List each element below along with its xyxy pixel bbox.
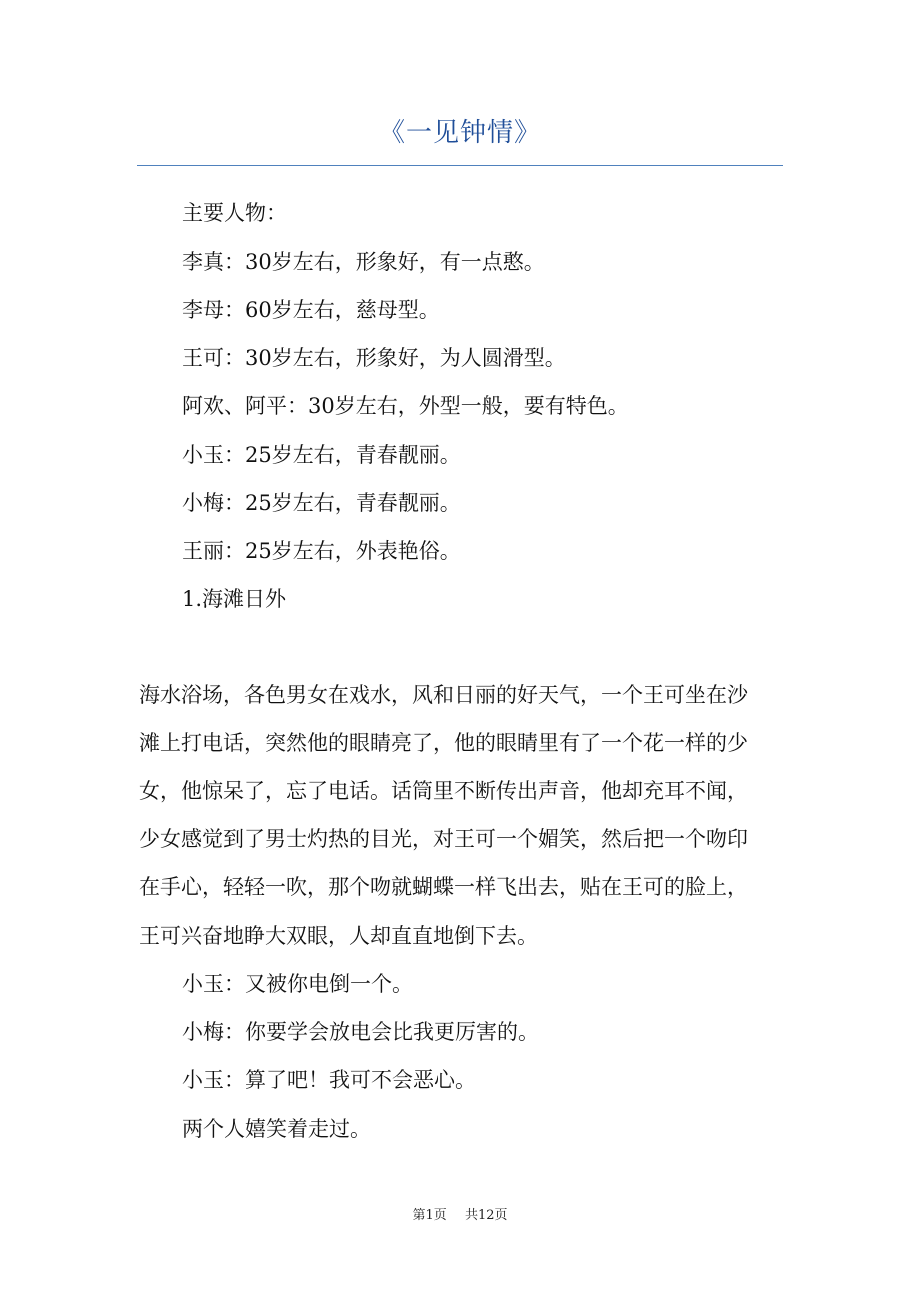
title-divider <box>137 165 783 166</box>
character-line: 小梅：25岁左右，青春靓丽。 <box>182 491 461 515</box>
dialogue-line: 小玉：又被你电倒一个。 <box>182 972 413 996</box>
dialogue-line: 小梅：你要学会放电会比我更厉害的。 <box>182 1020 539 1044</box>
narrative-line: 在手心，轻轻一吹，那个吻就蝴蝶一样飞出去，贴在王可的脸上， <box>139 875 748 899</box>
page-total: 共12页 <box>464 1208 508 1223</box>
action-line: 两个人嬉笑着走过。 <box>182 1117 371 1141</box>
narrative-line: 王可兴奋地睁大双眼，人却直直地倒下去。 <box>139 924 538 948</box>
document-title: 《一见钟情》 <box>378 118 541 148</box>
character-line: 阿欢、阿平：30岁左右，外型一般，要有特色。 <box>182 394 629 418</box>
page-footer <box>0 1206 920 1226</box>
character-line: 王丽：25岁左右，外表艳俗。 <box>182 539 461 563</box>
dialogue-line: 小玉：算了吧！我可不会恶心。 <box>182 1068 476 1092</box>
character-line: 李母：60岁左右，慈母型。 <box>182 298 440 322</box>
page-number: 第1页 <box>412 1208 447 1223</box>
narrative-line: 女，他惊呆了，忘了电话。话筒里不断传出声音，他却充耳不闻， <box>139 779 748 803</box>
narrative-line: 海水浴场，各色男女在戏水，风和日丽的好天气，一个王可坐在沙 <box>139 683 748 707</box>
character-line: 李真：30岁左右，形象好，有一点憨。 <box>182 250 545 274</box>
character-line: 王可：30岁左右，形象好，为人圆滑型。 <box>182 346 566 370</box>
narrative-line: 滩上打电话，突然他的眼睛亮了，他的眼睛里有了一个花一样的少 <box>139 731 748 755</box>
scene-heading: 1.海滩日外 <box>182 587 287 611</box>
character-line: 小玉：25岁左右，青春靓丽。 <box>182 443 461 467</box>
narrative-line: 少女感觉到了男士灼热的目光，对王可一个媚笑，然后把一个吻印 <box>139 827 748 851</box>
characters-heading: 主要人物： <box>182 201 287 225</box>
